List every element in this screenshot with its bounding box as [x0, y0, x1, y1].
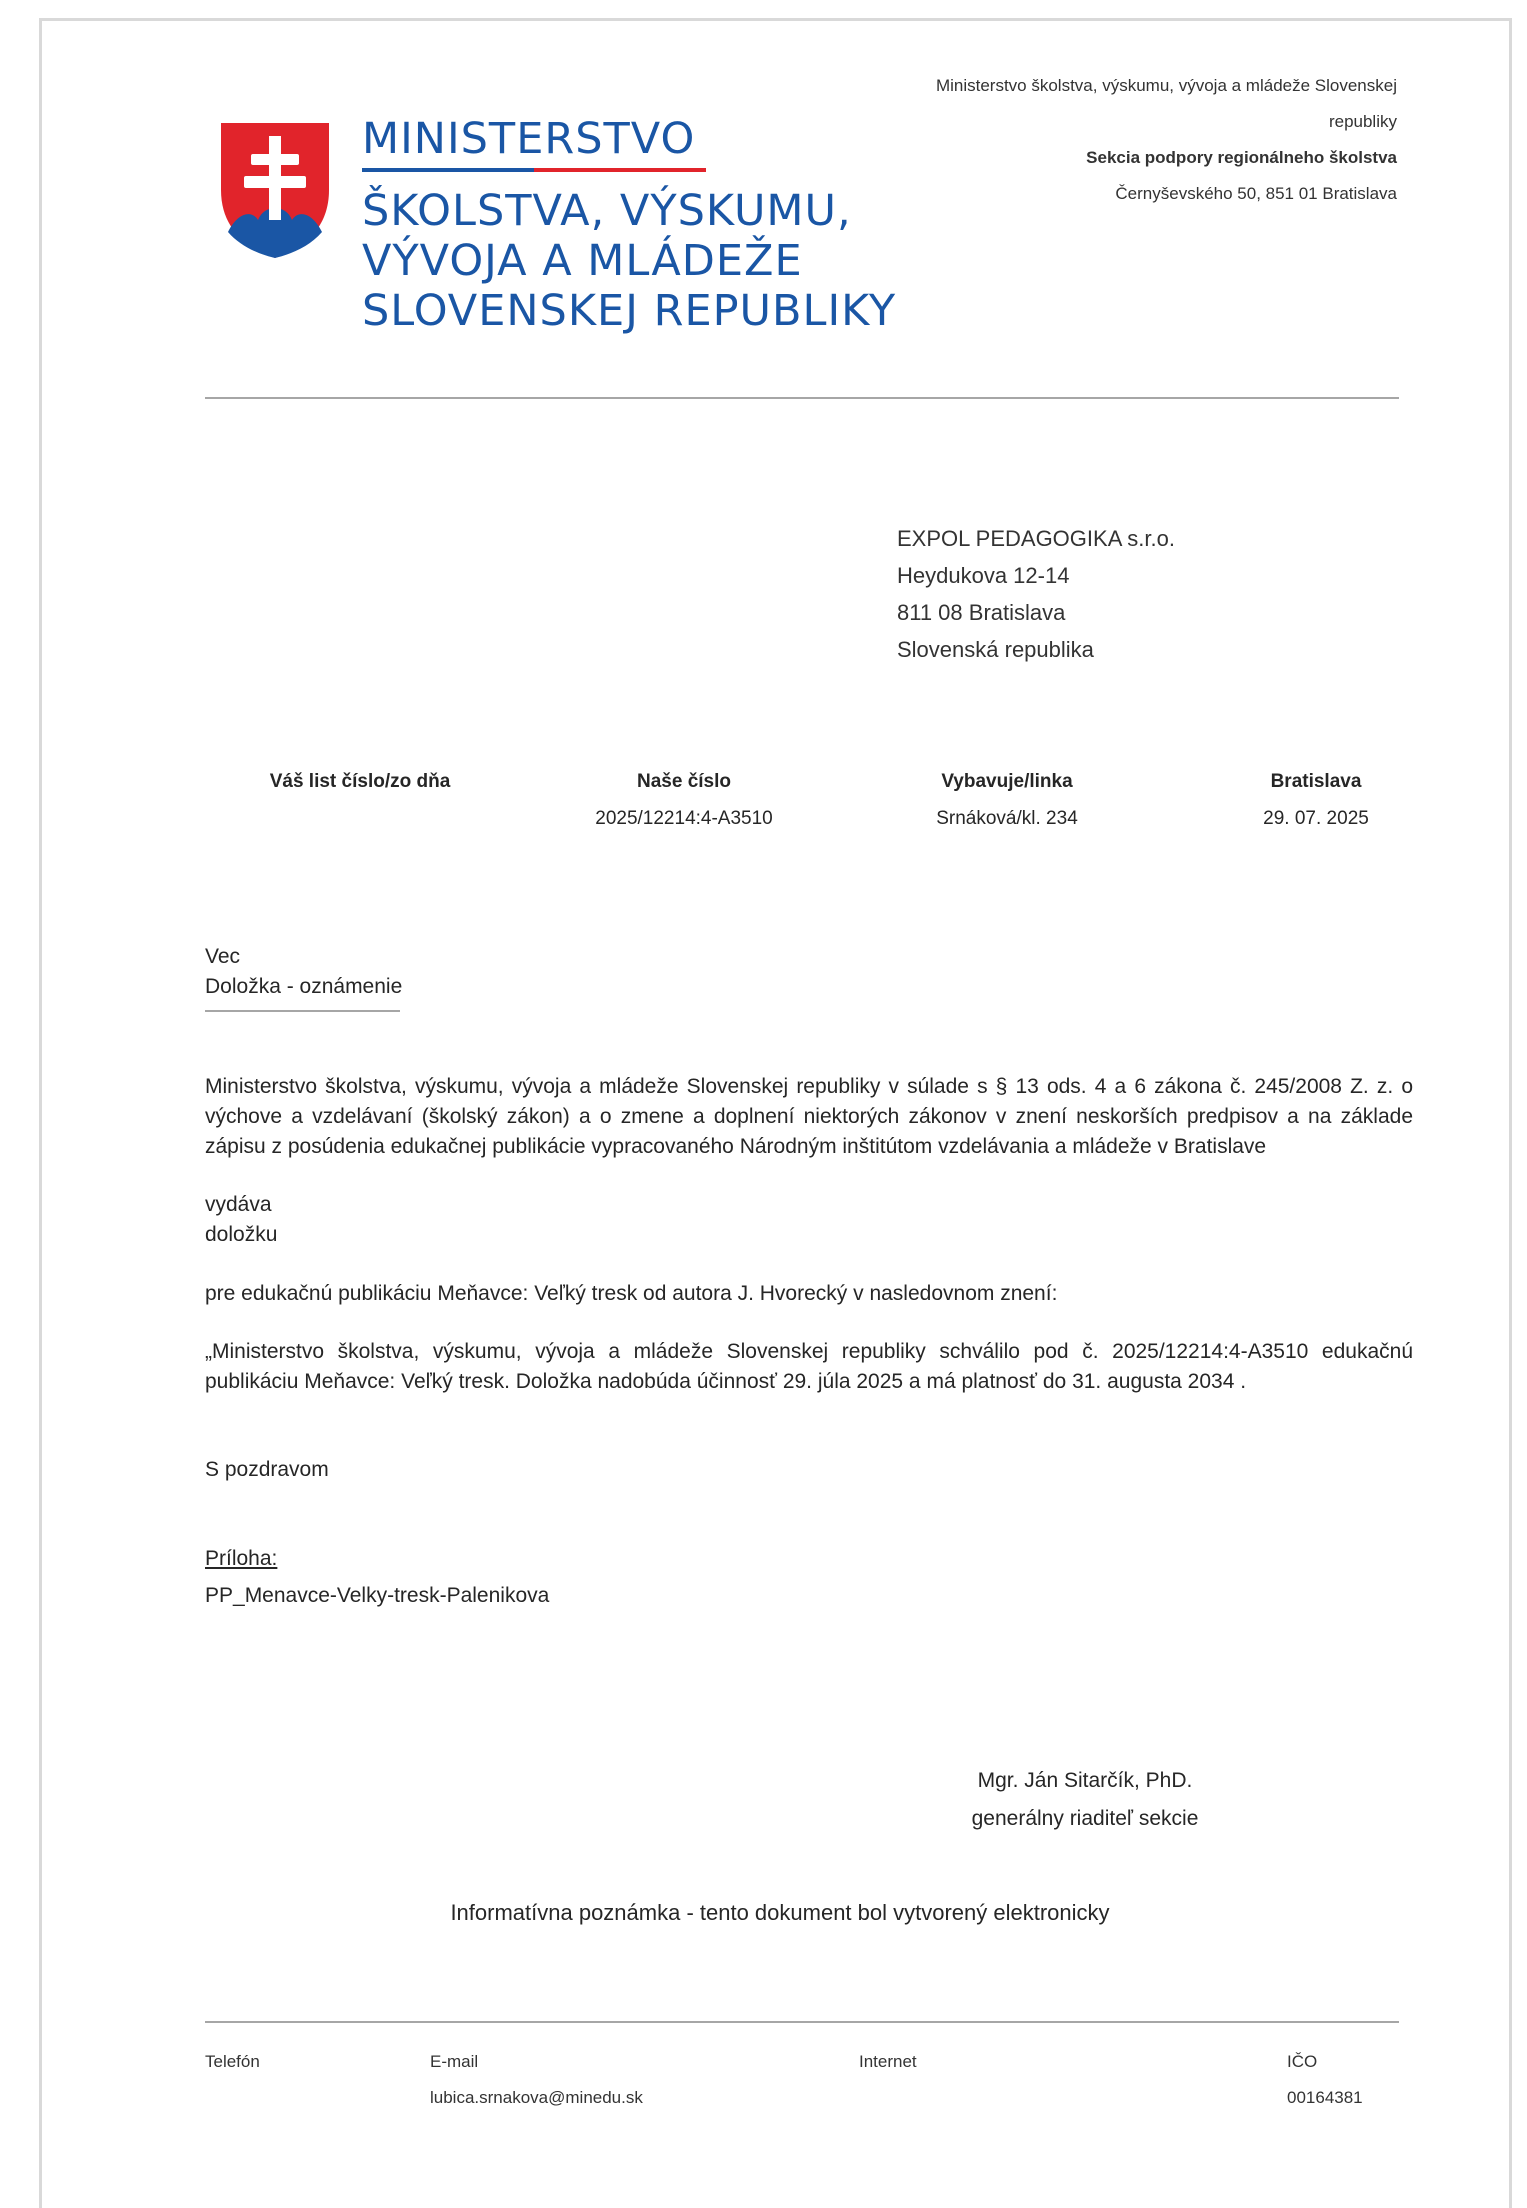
- attachment-name: PP_Menavce-Velky-tresk-Palenikova: [205, 1584, 550, 1607]
- signature-name: Mgr. Ján Sitarčík, PhD.: [977, 1769, 1193, 1792]
- subject-label: Vec: [205, 945, 241, 968]
- ref-our-number: [544, 763, 824, 837]
- footer-ico: [1287, 2044, 1363, 2116]
- subject-divider: [205, 1010, 400, 1012]
- footer-internet-label: Internet: [859, 2052, 917, 2071]
- ref-our-number-label: Naše číslo: [637, 771, 731, 792]
- footer-phone: [205, 2044, 260, 2080]
- ref-place-date: [1176, 763, 1456, 837]
- recipient-country: Slovenská republika: [897, 637, 1094, 662]
- signature-title: generálny riaditeľ sekcie: [971, 1807, 1199, 1830]
- ref-date-value: 29. 07. 2025: [1263, 808, 1369, 829]
- signature: [915, 1762, 1255, 1838]
- sender-info: [837, 68, 1397, 212]
- ref-our-number-value: 2025/12214:4-A3510: [595, 808, 773, 829]
- logo-line-1: MINISTERSTVO: [362, 114, 696, 164]
- greeting: S pozdravom: [205, 1458, 329, 1481]
- ref-your-letter-label: Váš list číslo/zo dňa: [269, 771, 451, 792]
- ref-place-label: Bratislava: [1270, 771, 1362, 792]
- footer-ico-label: IČO: [1287, 2052, 1318, 2071]
- body-issues: vydáva: [205, 1193, 272, 1216]
- footer-divider: [205, 2021, 1399, 2023]
- logo-line-3: VÝVOJA A MLÁDEŽE: [362, 236, 803, 286]
- body-clause: doložku: [205, 1223, 278, 1246]
- sender-address: Černyševského 50, 851 01 Bratislava: [1115, 184, 1397, 203]
- footer-email: [430, 2044, 643, 2116]
- footer-email-label: E-mail: [430, 2052, 479, 2071]
- ref-handled-by-label: Vybavuje/linka: [941, 771, 1073, 792]
- sender-section: Sekcia podpory regionálneho školstva: [1086, 148, 1397, 167]
- recipient-address: [897, 520, 1175, 668]
- header-divider: [205, 397, 1399, 399]
- attachment-label: Príloha:: [205, 1547, 278, 1570]
- body-paragraph-3: „Ministerstvo školstva, výskumu, vývoja a mládeže Slovenskej republiky schválilo pod č. 2025/12214:4-A3510 edukačnú publikáciu Meňavce: Veľký tresk. Doložka nadobúda účinnosť 29. júla 2025 a má platnosť do 31. augusta 2034 .: [205, 1340, 1413, 1393]
- sender-line-2: republiky: [1328, 112, 1397, 131]
- body-paragraph-2: pre edukačnú publikáciu Meňavce: Veľký tresk od autora J. Hvorecký v nasledovnom znení:: [205, 1282, 1058, 1305]
- body-paragraph-1: Ministerstvo školstva, výskumu, vývoja a mládeže Slovenskej republiky v súlade s § 13 ods. 4 a 6 zákona č. 245/2008 Z. z. o výchove a vzdelávaní (školský zákon) a o zmene a doplnení niektorých zákonov v znení neskorších predpisov a na základe zápisu z posúdenia edukačnej publikácie vypracovaného Národným inštitútom vzdelávania a mládeže v Bratislave: [205, 1075, 1413, 1158]
- footer-email-value: lubica.srnakova@minedu.sk: [430, 2088, 643, 2107]
- ref-handled-by-value: Srnáková/kl. 234: [936, 808, 1078, 829]
- subject-title: Doložka - oznámenie: [205, 975, 403, 998]
- ref-your-letter: [220, 763, 500, 800]
- slovak-coat-of-arms-icon: [218, 120, 332, 260]
- logo-rule: [362, 168, 706, 172]
- recipient-city: 811 08 Bratislava: [897, 600, 1066, 625]
- footer-internet: [859, 2044, 917, 2080]
- recipient-name: EXPOL PEDAGOGIKA s.r.o.: [897, 526, 1175, 551]
- ref-handled-by: [867, 763, 1147, 837]
- logo-line-4: SLOVENSKEJ REPUBLIKY: [362, 286, 897, 336]
- electronic-note: Informatívna poznámka - tento dokument bol vytvorený elektronicky: [450, 1900, 1110, 1925]
- sender-line-1: Ministerstvo školstva, výskumu, vývoja a mládeže Slovenskej: [935, 76, 1397, 95]
- footer-ico-value: 00164381: [1287, 2088, 1363, 2107]
- footer-phone-label: Telefón: [205, 2052, 260, 2071]
- logo-line-2: ŠKOLSTVA, VÝSKUMU,: [362, 186, 852, 236]
- subject: [205, 942, 402, 1002]
- recipient-street: Heydukova 12-14: [897, 563, 1070, 588]
